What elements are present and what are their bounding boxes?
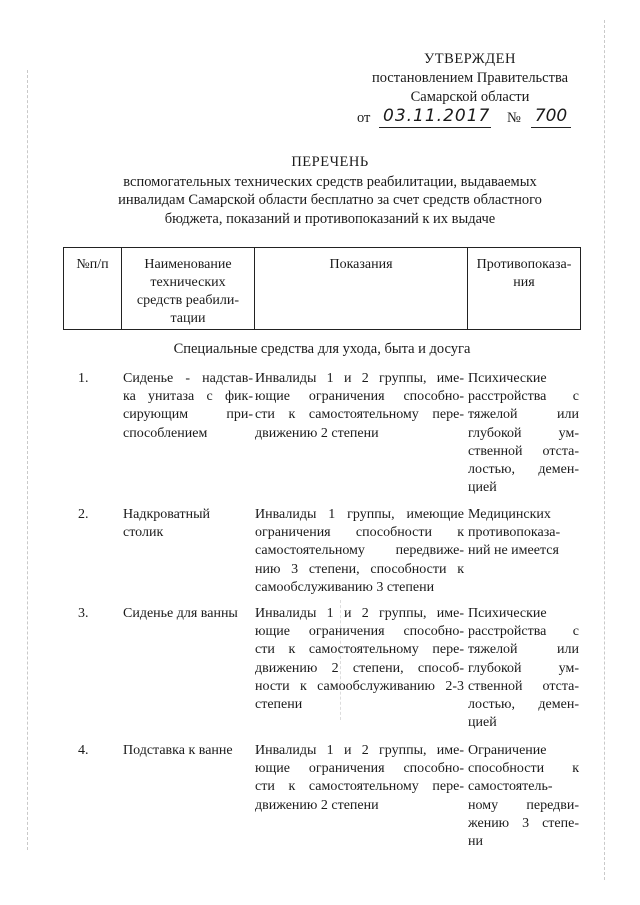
row-indication-line: Инвалиды 1 группы, имеющие (255, 507, 464, 522)
section-title: Специальные средства для ухода, быта и досуга (173, 341, 471, 357)
row-indications (255, 605, 464, 714)
row-indication-line: ющие ограничения способно- (255, 389, 464, 405)
row-name-line: Сиденье - надстав- (123, 371, 253, 386)
row-contra-line: глубокой ум- (468, 425, 579, 441)
approval-number: 700 (531, 106, 571, 128)
approval-date: 03.11.2017 (379, 106, 491, 128)
row-name-line: столик (123, 525, 164, 541)
row-contra-line: самостоятель- (468, 779, 553, 795)
row-contra-line: Психические (468, 371, 547, 386)
row-name (123, 370, 253, 443)
document-heading (60, 153, 600, 228)
row-number: 3. (78, 606, 89, 621)
date-prefix: от (357, 110, 371, 126)
row-indication-line: ности к самообслуживанию 2-3 (255, 678, 464, 694)
row-contra-line: ственной отста- (468, 443, 579, 459)
approval-signature-row (357, 106, 587, 132)
row-indication-line: ющие ограничения способно- (255, 624, 464, 640)
header-contra-line: ния (513, 275, 535, 290)
row-contra-line: Медицинских (468, 507, 551, 522)
row-name-line: способлением (123, 425, 208, 441)
header-indications (255, 248, 468, 329)
header-contra-line: Противопоказа- (476, 257, 572, 272)
document-subtitle-line: инвалидам Самарской области бесплатно за счет средств областного (118, 192, 542, 208)
number-label: № (507, 110, 521, 126)
row-indication-line: движению 2 степени (255, 797, 379, 813)
row-contra-line: лостью, демен- (468, 462, 579, 478)
header-name-line: Наименование (144, 257, 232, 272)
row-indication-line: ющие ограничения способно- (255, 761, 464, 777)
row-indication-line: самообслуживанию 3 степени (255, 579, 435, 595)
row-indication-line: Инвалиды 1 и 2 группы, име- (255, 371, 464, 386)
row-indication-line: сти к самостоятельному пере- (255, 642, 464, 658)
row-number: 4. (78, 743, 89, 758)
row-contra-line: расстройства с (468, 389, 579, 405)
header-name-line: тации (170, 311, 206, 326)
header-number-label: №п/п (76, 257, 109, 272)
row-indication-line: сти к самостоятельному пере- (255, 779, 464, 795)
row-name (123, 605, 253, 623)
row-indications (255, 370, 464, 443)
row-contra-line: противопоказа- (468, 525, 561, 541)
row-contra-line: лостью, демен- (468, 697, 579, 713)
row-indications (255, 506, 464, 597)
approval-line: Самарской области (410, 89, 530, 105)
row-name-line: Надкроватный (123, 507, 211, 522)
approval-line: постановлением Правительства (371, 70, 569, 86)
header-indications-label: Показания (329, 257, 393, 272)
row-name-line: Подставка к ванне (123, 743, 233, 758)
row-indication-line: сти к самостоятельному пере- (255, 407, 464, 423)
row-contra-line: Ограничение (468, 743, 547, 758)
row-number: 1. (78, 371, 89, 386)
row-indication-line: движению 2 степени, способ- (255, 660, 464, 676)
table-header (63, 247, 581, 330)
row-contra-line: цией (468, 480, 497, 496)
row-indication-line: Инвалиды 1 и 2 группы, име- (255, 743, 464, 758)
row-contra-line: глубокой ум- (468, 660, 579, 676)
header-name-line: средств реабили- (136, 293, 240, 308)
row-contra-line: ни (468, 834, 483, 850)
row-contraindications (468, 370, 579, 497)
header-number (64, 248, 122, 329)
row-contra-line: ственной отста- (468, 678, 579, 694)
row-number: 2. (78, 507, 89, 522)
row-indication-line: степени (255, 697, 303, 713)
scan-artifact-line (27, 70, 28, 850)
row-contra-line: жению 3 степе- (468, 815, 579, 831)
row-contra-line: способности к (468, 761, 579, 777)
row-contra-line: Психические (468, 606, 547, 621)
row-contra-line: расстройства с (468, 624, 579, 640)
header-name-line: технических (150, 275, 226, 290)
row-contra-line: ному передви- (468, 797, 579, 813)
row-indication-line: самостоятельному передвиже- (255, 543, 464, 559)
document-subtitle-line: бюджета, показаний и противопоказаний к их выдаче (164, 210, 496, 227)
row-contra-line: тяжелой или (468, 642, 579, 658)
header-name (122, 248, 255, 329)
approval-title: УТВЕРЖДЕН (424, 51, 516, 67)
row-name (123, 742, 253, 760)
row-contra-line: ний не имеется (468, 543, 559, 559)
row-indication-line: движению 2 степени (255, 425, 379, 441)
row-indication-line: нию 3 степени, способности к (255, 561, 464, 577)
row-indication-line: Инвалиды 1 и 2 группы, име- (255, 606, 464, 621)
document-subtitle-line: вспомогательных технических средств реабилитации, выдаваемых (123, 173, 537, 190)
scan-artifact-line (604, 20, 605, 880)
row-name (123, 506, 253, 542)
row-indications (255, 742, 464, 815)
row-contraindications (468, 605, 579, 732)
row-name-line: ка унитаза с фик- (123, 389, 253, 405)
row-contraindications (468, 506, 579, 561)
row-contraindications (468, 742, 579, 851)
row-contra-line: цией (468, 715, 497, 731)
row-indication-line: ограничения способности к (255, 525, 464, 541)
approval-block (360, 50, 580, 107)
row-name-line: Сиденье для ванны (123, 606, 238, 621)
header-contraindications (468, 248, 580, 329)
row-contra-line: тяжелой или (468, 407, 579, 423)
row-name-line: сирующим при- (123, 407, 253, 423)
document-title: ПЕРЕЧЕНЬ (291, 154, 369, 170)
